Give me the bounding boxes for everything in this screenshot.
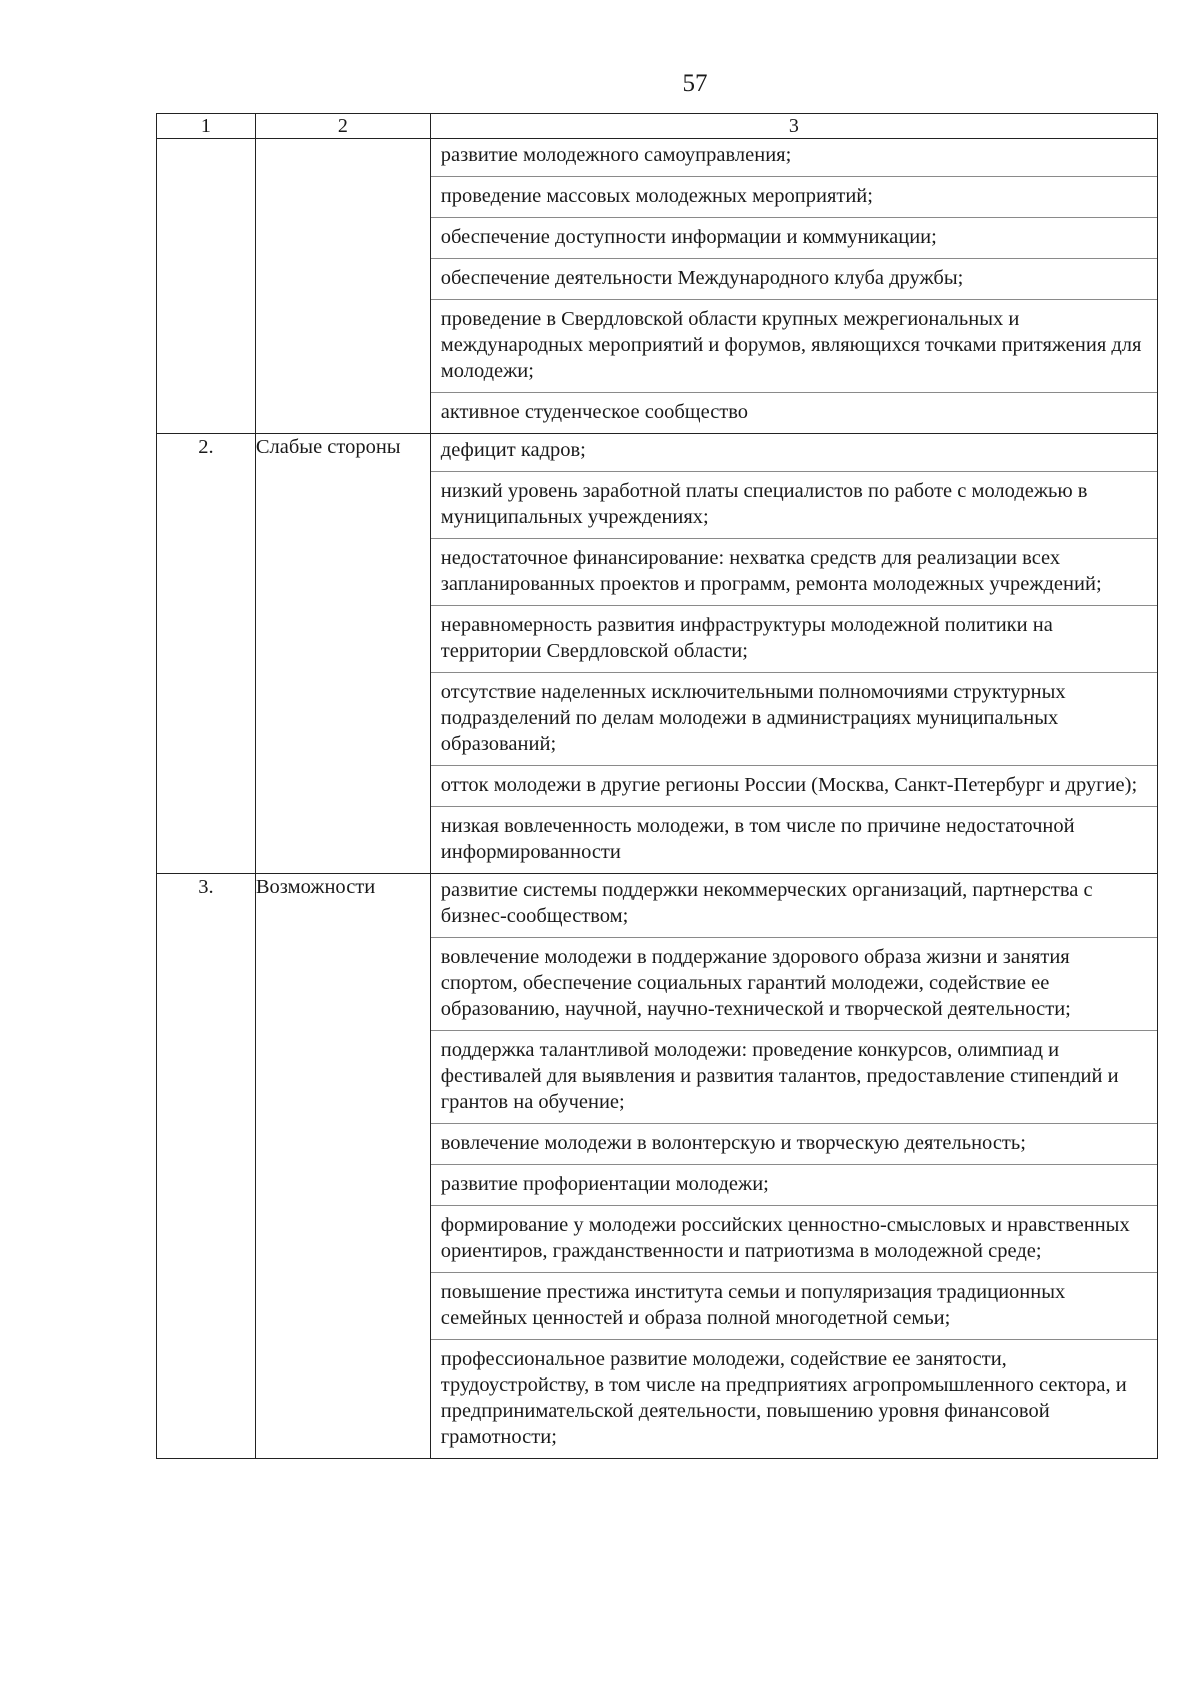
list-item: отсутствие наделенных исключительными полномочиями структурных подразделений по делам молодежи в администрациях муниципальных образований;: [431, 673, 1157, 766]
list-item: проведение массовых молодежных мероприятий;: [431, 177, 1157, 218]
list-item: обеспечение деятельности Международного клуба дружбы;: [431, 259, 1157, 300]
header-col-1: 1: [157, 114, 256, 139]
list-item: вовлечение молодежи в волонтерскую и творческую деятельность;: [431, 1124, 1157, 1165]
list-item: отток молодежи в другие регионы России (Москва, Санкт-Петербург и другие);: [431, 766, 1157, 807]
list-item: проведение в Свердловской области крупных межрегиональных и международных мероприятий и форумов, являющихся точками притяжения для молодежи;: [431, 300, 1157, 393]
list-item: развитие молодежного самоуправления;: [431, 139, 1157, 177]
table-row-opportunities: [157, 874, 1158, 1459]
list-item: поддержка талантливой молодежи: проведение конкурсов, олимпиад и фестивалей для выявления и развития талантов, предоставление стипендий и грантов на обучение;: [431, 1031, 1157, 1124]
row-items-cell: [430, 139, 1157, 434]
list-item: развитие системы поддержки некоммерческих организаций, партнерства с бизнес-сообществом;: [431, 874, 1157, 938]
row-number-cell: 3.: [157, 874, 256, 1459]
list-item: дефицит кадров;: [431, 434, 1157, 472]
table-row-continuation: [157, 139, 1158, 434]
list-item: низкий уровень заработной платы специалистов по работе с молодежью в муниципальных учреждениях;: [431, 472, 1157, 539]
row-number-cell: 2.: [157, 434, 256, 874]
list-item: активное студенческое сообщество: [440, 401, 749, 423]
row-items-cell: [430, 874, 1157, 1459]
list-item: недостаточное финансирование: нехватка средств для реализации всех запланированных проектов и программ, ремонта молодежных учреждений;: [431, 539, 1157, 606]
list-item: обеспечение доступности информации и коммуникации;: [431, 218, 1157, 259]
list-item: формирование у молодежи российских ценностно-смысловых и нравственных ориентиров, гражданственности и патриотизма в молодежной среде;: [431, 1206, 1157, 1273]
row-category-cell: Слабые стороны: [255, 434, 430, 874]
row-number-cell: [157, 139, 256, 434]
swot-table: [156, 113, 1158, 1459]
page-number: 57: [682, 70, 708, 97]
row-category-cell: Возможности: [255, 874, 430, 1459]
list-item: низкая вовлеченность молодежи, в том числе по причине недостаточной информированности: [440, 815, 1075, 863]
header-col-3: 3: [430, 114, 1157, 139]
list-item: вовлечение молодежи в поддержание здорового образа жизни и занятия спортом, обеспечение социальных гарантий молодежи, содействие ее образованию, научной, научно-технической и творческой деятельности;: [431, 938, 1157, 1031]
row-category-cell: [255, 139, 430, 434]
list-item: неравномерность развития инфраструктуры молодежной политики на территории Свердловской области;: [431, 606, 1157, 673]
list-item: развитие профориентации молодежи;: [431, 1165, 1157, 1206]
table-header-row: [157, 114, 1158, 139]
header-col-2: 2: [255, 114, 430, 139]
row-items-cell: [430, 434, 1157, 874]
list-item: профессиональное развитие молодежи, содействие ее занятости, трудоустройству, в том числе на предприятиях агропромышленного сектора, и предпринимательской деятельности, повышению уровня финансовой грамотности;: [440, 1348, 1127, 1448]
list-item: повышение престижа института семьи и популяризация традиционных семейных ценностей и образа полной многодетной семьи;: [431, 1273, 1157, 1340]
table-row-weaknesses: [157, 434, 1158, 874]
